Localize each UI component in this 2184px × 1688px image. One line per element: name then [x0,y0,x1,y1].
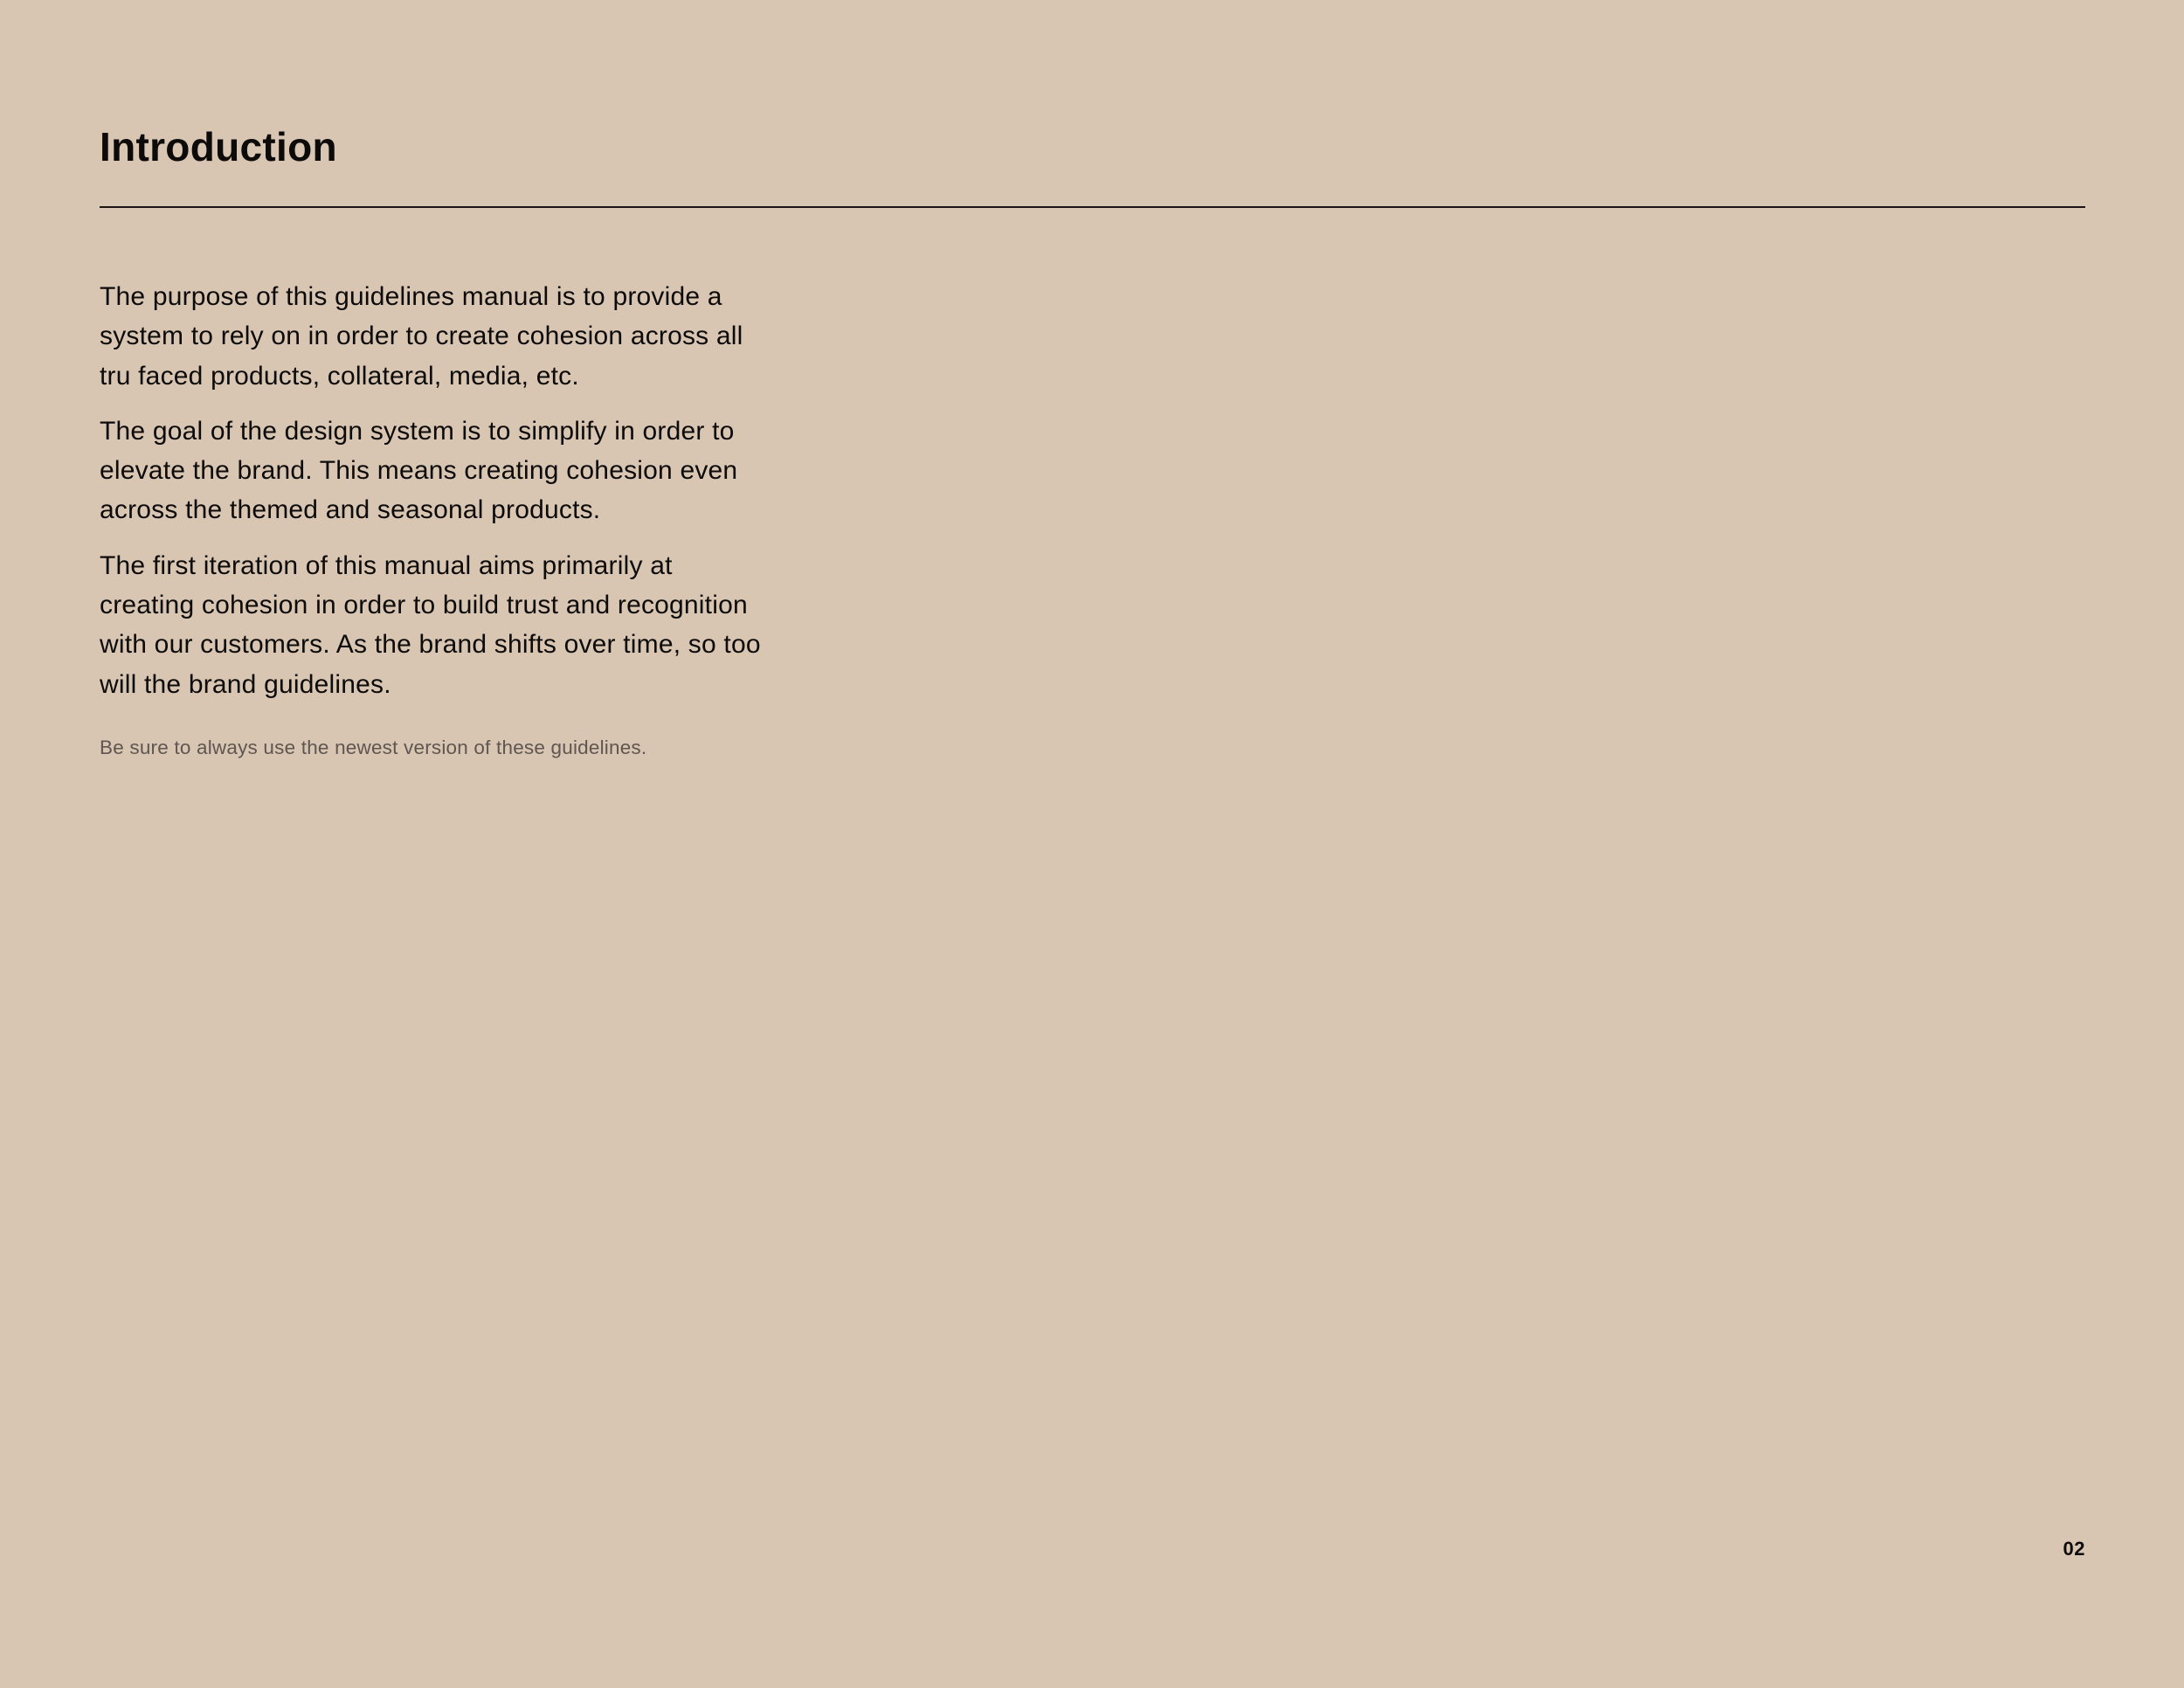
intro-paragraph-goal: The goal of the design system is to simplify in order to elevate the brand. This means creating cohesion even across the themed and seasonal products. [100,416,738,525]
page-number: 02 [2063,1538,2085,1560]
page-title: Introduction [100,124,337,169]
title-divider [100,206,2085,208]
intro-paragraph-purpose: The purpose of this guidelines manual is to provide a system to rely on in order to create cohesion across all tru faced products, collateral, media, etc. [100,282,743,391]
version-note: Be sure to always use the newest version of these guidelines. [100,736,647,758]
intro-text-block [100,277,764,762]
intro-paragraph-iteration: The first iteration of this manual aims primarily at creating cohesion in order to build trust and recognition with our customers. As the brand shifts over time, so too will the brand guidelines. [100,550,761,699]
